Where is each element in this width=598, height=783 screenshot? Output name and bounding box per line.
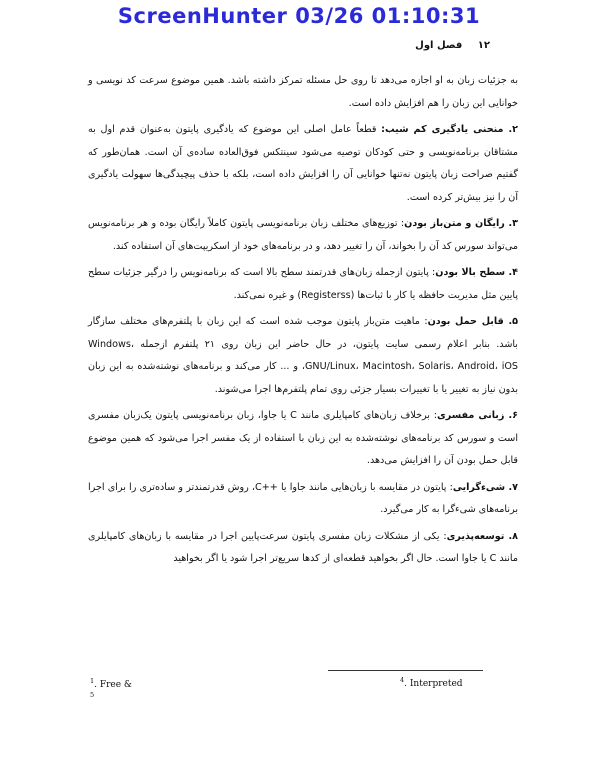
paragraph-lead: ۷. شیءگرایی xyxy=(452,481,518,493)
paragraph-text: : یکی از مشکلات زبان مفسری پایتون سرعت‌پایین اجرا در مقایسه با زبان‌های کامپایلری مانند C یا جاوا است. حال اگر بخواهید قطعه‌ای از کدها سریع‌تر اجرا شود یا اگر بخواهید xyxy=(88,530,518,564)
paragraph-text: قطعاً عامل اصلی این موضوع که یادگیری پایتون به‌عنوان قدم اول به مشتاقان برنامه‌نویسی و حتی کودکان توصیه می‌شود سینتکس فوق‌العاده ساده‌ی آن است. همان‌طور که گفتیم صراحت زبان پایتون نه‌تنها خوانایی آن را افزایش داده است، بلکه با حذف پیچیدگی‌ها سهولت یادگیری آن را نیز بیش‌تر کرده است. xyxy=(88,124,518,203)
paragraph-text: به جزئیات زبان به او اجازه می‌دهد تا روی حل مسئله تمرکز داشته باشد. همین موضوع سرعت کد نویسی و خوانایی این زبان را هم افزایش داده است. xyxy=(88,75,518,109)
paragraph-extensible xyxy=(88,526,518,571)
paragraph-text: : برخلاف زبان‌های کامپایلری مانند C یا جاوا، زبان برنامه‌نویسی پایتون یک‌زبان مفسری است و سورس کد برنامه‌های نوشته‌شده به این زبان با استفاده از یک مفسر اجرا می‌شود که همین موضوع قابل حمل بودن آن را افزایش می‌دهد. xyxy=(88,410,518,466)
paragraph-lead: ۴. سطح بالا بودن xyxy=(435,267,519,278)
paragraph-lead: ۲. منحنی یادگیری کم شیب: xyxy=(381,124,518,135)
page-body xyxy=(88,70,518,575)
paragraph-text: : پایتون ازجمله زبان‌های قدرتمند سطح بالا است که برنامه‌نویس را درگیر جزئیات سطح پایین مثل مدیریت حافظه یا کار با ثبات‌ها (Registerss) و غیره نمی‌کند. xyxy=(88,267,518,301)
screenhunter-watermark: ScreenHunter 03/26 01:10:31 xyxy=(117,4,481,28)
paragraph-open-source xyxy=(88,213,518,258)
page-number: ۱۲ xyxy=(477,40,490,51)
paragraph-oop xyxy=(88,477,518,522)
paragraph-high-level xyxy=(88,262,518,307)
footnote-free xyxy=(90,676,132,704)
chapter-title: فصل اول xyxy=(415,40,463,51)
paragraph-lead: ۶. زبانی مفسری xyxy=(436,410,518,421)
paragraph-lead: ۸. توسعه‌پذیری xyxy=(446,530,518,542)
paragraph-text: : پایتون در مقایسه با زبان‌هایی مانند جاوا یا ++C، روش قدرتمندتر و ساده‌تری را برای اجرا برنامه‌های شیءگرا به کار می‌گیرد. xyxy=(88,481,518,515)
footnote-divider xyxy=(328,670,483,671)
paragraph-portable xyxy=(88,311,518,401)
paragraph-lead: ۵. قابل حمل بودن xyxy=(427,316,518,327)
paragraph-text: : ماهیت متن‌باز پایتون موجب شده است که این زبان با پلتفرم‌های مختلف سازگار باشد. بنابر اعلام رسمی سایت پایتون، در حال حاضر این زبان روی ۲۱ پلتفرم ازجمله Windows، GNU/Linux، Macintosh، Solaris، Android، iOS، و ... کار می‌کند و برنامه‌های نوشته‌شده به این زبان بدون نیاز به تغییر یا با تغییرات بسیار جزئی روی تمام پلتفرم‌ها اجرا می‌شوند. xyxy=(88,316,518,395)
running-header xyxy=(403,40,490,51)
paragraph-lead: ۳. رایگان و متن‌باز بودن xyxy=(404,218,518,229)
paragraph-interpreted xyxy=(88,405,518,473)
paragraph-learning-curve xyxy=(88,119,518,209)
paragraph-text: : توزیع‌های مختلف زبان برنامه‌نویسی پایتون کاملاً رایگان بوده و هر برنامه‌نویس می‌تواند سورس کد آن را بخواند، آن را تغییر دهد، و در برنامه‌های خود از اسکریپت‌های آن استفاده کند. xyxy=(88,218,518,252)
footnote-number: 4 xyxy=(400,676,405,684)
footnote-number-secondary: 5 xyxy=(90,691,95,699)
footnote-text: . Free & xyxy=(94,680,132,690)
paragraph-intro xyxy=(88,70,518,115)
footnote-number: 1 xyxy=(90,677,95,685)
footnote-interpreted xyxy=(400,676,463,689)
footnote-text: . Interpreted xyxy=(404,679,463,689)
